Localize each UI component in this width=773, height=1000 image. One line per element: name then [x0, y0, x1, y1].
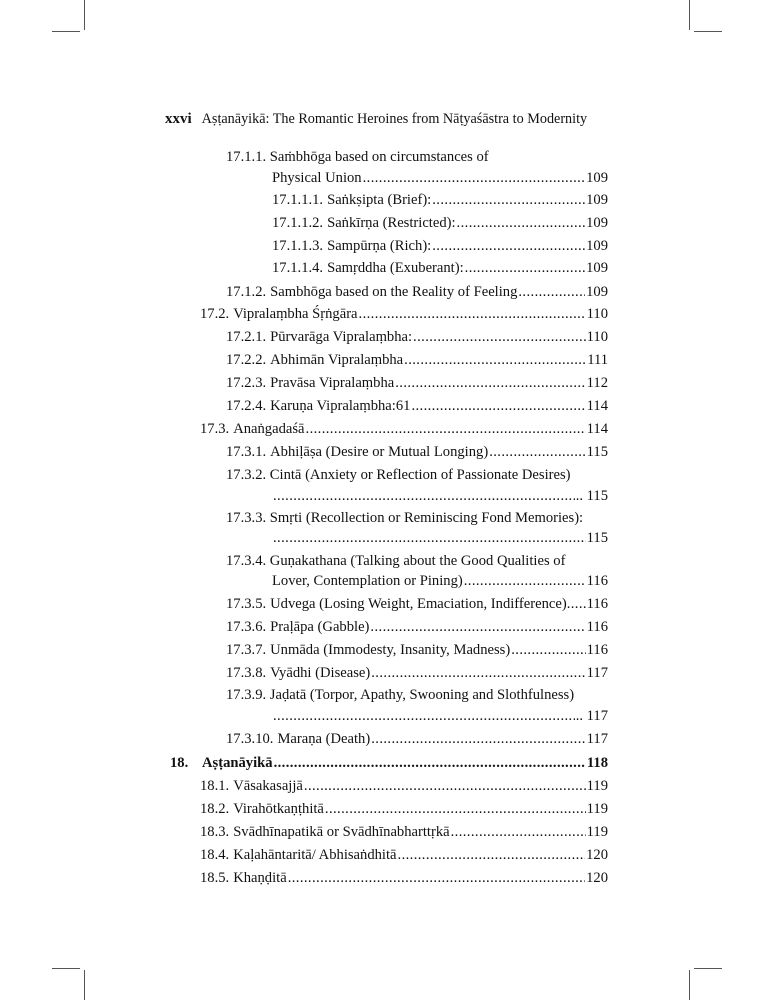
toc-leader-dots: [511, 640, 585, 660]
toc-page: 109: [586, 215, 608, 231]
toc-leader-dots: [273, 486, 575, 506]
toc-leader-dots: [370, 617, 585, 637]
toc-number: 17.3.4.: [226, 553, 267, 569]
toc-number: 17.2.2.: [226, 352, 267, 368]
toc-entry[interactable]: [200, 822, 608, 842]
toc-chapter-entry[interactable]: [170, 753, 608, 773]
toc-leader-dots: [288, 868, 585, 888]
toc-leader-dots: [398, 845, 586, 865]
toc-entry[interactable]: [226, 396, 608, 416]
toc-title: Abhimān Vipralaṃbha: [270, 352, 404, 368]
toc-entry[interactable]: [272, 706, 608, 726]
toc-title: Praḷāpa (Gabble): [270, 619, 370, 635]
toc-title: Pravāsa Vipralaṃbha: [270, 375, 395, 391]
toc-page: 109: [586, 260, 608, 276]
toc-entry-first-line: [226, 551, 565, 571]
toc-page: 117: [586, 665, 608, 681]
toc-entry[interactable]: [200, 304, 608, 324]
toc-number: 18.2.: [200, 801, 230, 817]
toc-number: 17.2.3.: [226, 375, 267, 391]
toc-number: 18.: [170, 755, 189, 771]
toc-leader-dots: [451, 822, 586, 842]
toc-entry[interactable]: [226, 729, 608, 749]
toc-number: 17.3.2.: [226, 467, 267, 483]
toc-leader-dots: [306, 419, 586, 439]
toc-entry[interactable]: [226, 663, 608, 683]
toc-number: 17.2.1.: [226, 329, 267, 345]
toc-title: Samṛddha (Exuberant):: [327, 260, 464, 276]
toc-title: Udvega (Losing Weight, Emaciation, Indifference): [270, 596, 567, 612]
page-number: xxvi: [165, 111, 192, 127]
toc-page: 120: [586, 847, 608, 863]
toc-page: 115: [586, 444, 608, 460]
toc-number: 17.1.1.3.: [272, 238, 324, 254]
toc-title: Jaḍatā (Torpor, Apathy, Swooning and Slothfulness): [269, 687, 575, 703]
toc-title: Lover, Contemplation or Pining): [272, 573, 463, 589]
toc-leader-dots: [457, 213, 586, 233]
toc-page: 119: [586, 778, 608, 794]
toc-leader-dots: [432, 236, 585, 256]
toc-page: .. 115: [575, 488, 608, 504]
toc-leader-dots: [465, 258, 585, 278]
toc-page: 119: [586, 824, 608, 840]
toc-title: Vyādhi (Disease): [270, 665, 371, 681]
toc-title: Saṅkīrṇa (Restricted):: [327, 215, 456, 231]
toc-leader-dots: [404, 350, 586, 370]
toc-entry-first-line: [226, 465, 571, 485]
toc-entry[interactable]: [272, 190, 608, 210]
toc-page: 109: [586, 192, 608, 208]
toc-number: 17.1.1.4.: [272, 260, 324, 276]
toc-entry[interactable]: [200, 776, 608, 796]
toc-leader-dots: [274, 753, 586, 773]
toc-title: Saṁbhōga based on circumstances of: [269, 149, 489, 165]
toc-title: Aṣṭanāyikā: [202, 755, 273, 771]
toc-title: Guṇakathana (Talking about the Good Qualities of: [269, 553, 566, 569]
toc-number: 17.1.1.1.: [272, 192, 324, 208]
toc-page: 116: [586, 642, 608, 658]
toc-entry[interactable]: [272, 258, 608, 278]
toc-number: 17.3.9.: [226, 687, 267, 703]
toc-entry[interactable]: [226, 617, 608, 637]
toc-title: Sambhōga based on the Reality of Feeling: [270, 284, 518, 300]
toc-leader-dots: [359, 304, 586, 324]
toc-page: 109: [586, 284, 608, 300]
toc-title: Pūrvarāga Vipralaṃbha:: [270, 329, 413, 345]
toc-leader-dots: [325, 799, 586, 819]
toc-leader-dots: [395, 373, 585, 393]
toc-page: 110: [586, 306, 608, 322]
toc-title: Sampūrṇa (Rich):: [327, 238, 432, 254]
toc-page: 111: [587, 352, 608, 368]
toc-entry[interactable]: [226, 327, 608, 347]
toc-entry[interactable]: [226, 640, 608, 660]
toc-leader-dots: [432, 190, 585, 210]
toc-number: 17.3.: [200, 421, 230, 437]
toc-leader-dots: [371, 663, 585, 683]
toc-entry[interactable]: [200, 799, 608, 819]
running-title: Aṣṭanāyikā: The Romantic Heroines from Nāṭyaśāstra to Modernity: [201, 111, 588, 127]
toc-leader-dots: [518, 282, 585, 302]
toc-entry[interactable]: [226, 442, 608, 462]
toc-page: 120: [586, 870, 608, 886]
toc-entry-first-line: [226, 147, 489, 167]
toc-entry-first-line: [226, 685, 574, 705]
toc-page: 116: [586, 619, 608, 635]
toc-page: 110: [586, 329, 608, 345]
toc-number: 17.3.1.: [226, 444, 267, 460]
toc-number: 17.3.5.: [226, 596, 267, 612]
toc-number: 18.4.: [200, 847, 230, 863]
toc-entry[interactable]: [226, 282, 608, 302]
toc-title: Abhiḷāṣa (Desire or Mutual Longing): [270, 444, 489, 460]
toc-title: Kaḷahāntaritā/ Abhisaṅdhitā: [233, 847, 397, 863]
toc-entry[interactable]: [272, 168, 608, 188]
toc-page: 116: [586, 596, 608, 612]
toc-leader-dots: [304, 776, 586, 796]
toc-leader-dots: [413, 327, 586, 347]
toc-title: Virahōtkaṇṭhitā: [233, 801, 324, 817]
toc-page: 117: [586, 731, 608, 747]
toc-leader-dots: [411, 396, 585, 416]
toc-number: 17.3.7.: [226, 642, 267, 658]
toc-number: 18.3.: [200, 824, 230, 840]
toc-entry[interactable]: [226, 594, 608, 614]
toc-page: 115: [586, 530, 608, 546]
toc-page: .. 117: [575, 708, 608, 724]
toc-page: 114: [586, 421, 608, 437]
toc-page: 109: [586, 238, 608, 254]
toc-page: 114: [586, 398, 608, 414]
toc-entry-first-line: [226, 508, 583, 528]
toc-title: Vipralaṃbha Śṛṅgāra: [233, 306, 358, 322]
toc-number: 17.1.1.2.: [272, 215, 324, 231]
toc-entry[interactable]: [200, 419, 608, 439]
toc-entry[interactable]: [226, 350, 608, 370]
toc-page: 112: [586, 375, 608, 391]
toc-number: 17.3.6.: [226, 619, 267, 635]
toc-title: Vāsakasajjā: [233, 778, 303, 794]
toc-entry[interactable]: [272, 528, 608, 548]
toc-leader-dots: [464, 571, 586, 591]
toc-number: 17.3.3.: [226, 510, 267, 526]
toc-leader-dots: [363, 168, 586, 188]
toc-number: 17.1.2.: [226, 284, 267, 300]
toc-leader-dots: [489, 442, 585, 462]
toc-title: Smṛti (Recollection or Reminiscing Fond Memories):: [269, 510, 584, 526]
toc-number: 17.1.1.: [226, 149, 267, 165]
toc-title: Anaṅgadaśā: [233, 421, 305, 437]
toc-title: Khaṇḍitā: [233, 870, 287, 886]
toc-number: 17.3.8.: [226, 665, 267, 681]
toc-title: Karuṇa Vipralaṃbha:61: [270, 398, 411, 414]
toc-number: 17.2.4.: [226, 398, 267, 414]
toc-page: 119: [586, 801, 608, 817]
toc-number: 18.5.: [200, 870, 230, 886]
toc-leader-dots: [371, 729, 585, 749]
toc-title: Svādhīnapatikā or Svādhīnabharttṛkā: [233, 824, 450, 840]
toc-page: 109: [586, 170, 608, 186]
toc-leader-dots: [567, 594, 587, 614]
toc-entry[interactable]: [200, 845, 608, 865]
toc-entry[interactable]: [272, 571, 608, 591]
toc-title: Cintā (Anxiety or Reflection of Passionate Desires): [269, 467, 571, 483]
toc-entry[interactable]: [272, 213, 608, 233]
toc-entry[interactable]: [226, 373, 608, 393]
toc-entry[interactable]: [272, 486, 608, 506]
toc-title: Maraṇa (Death): [277, 731, 371, 747]
toc-leader-dots: [273, 706, 575, 726]
toc-title: Saṅkṣipta (Brief):: [327, 192, 432, 208]
toc-leader-dots: [273, 528, 586, 548]
toc-title: Unmāda (Immodesty, Insanity, Madness): [270, 642, 511, 658]
toc-page: 116: [586, 573, 608, 589]
toc-page: 118: [586, 755, 608, 771]
toc-entry[interactable]: [200, 868, 608, 888]
toc-number: 18.1.: [200, 778, 230, 794]
toc-entry[interactable]: [272, 236, 608, 256]
toc-title: Physical Union: [272, 170, 362, 186]
toc-number: 17.2.: [200, 306, 230, 322]
toc-number: 17.3.10.: [226, 731, 274, 747]
